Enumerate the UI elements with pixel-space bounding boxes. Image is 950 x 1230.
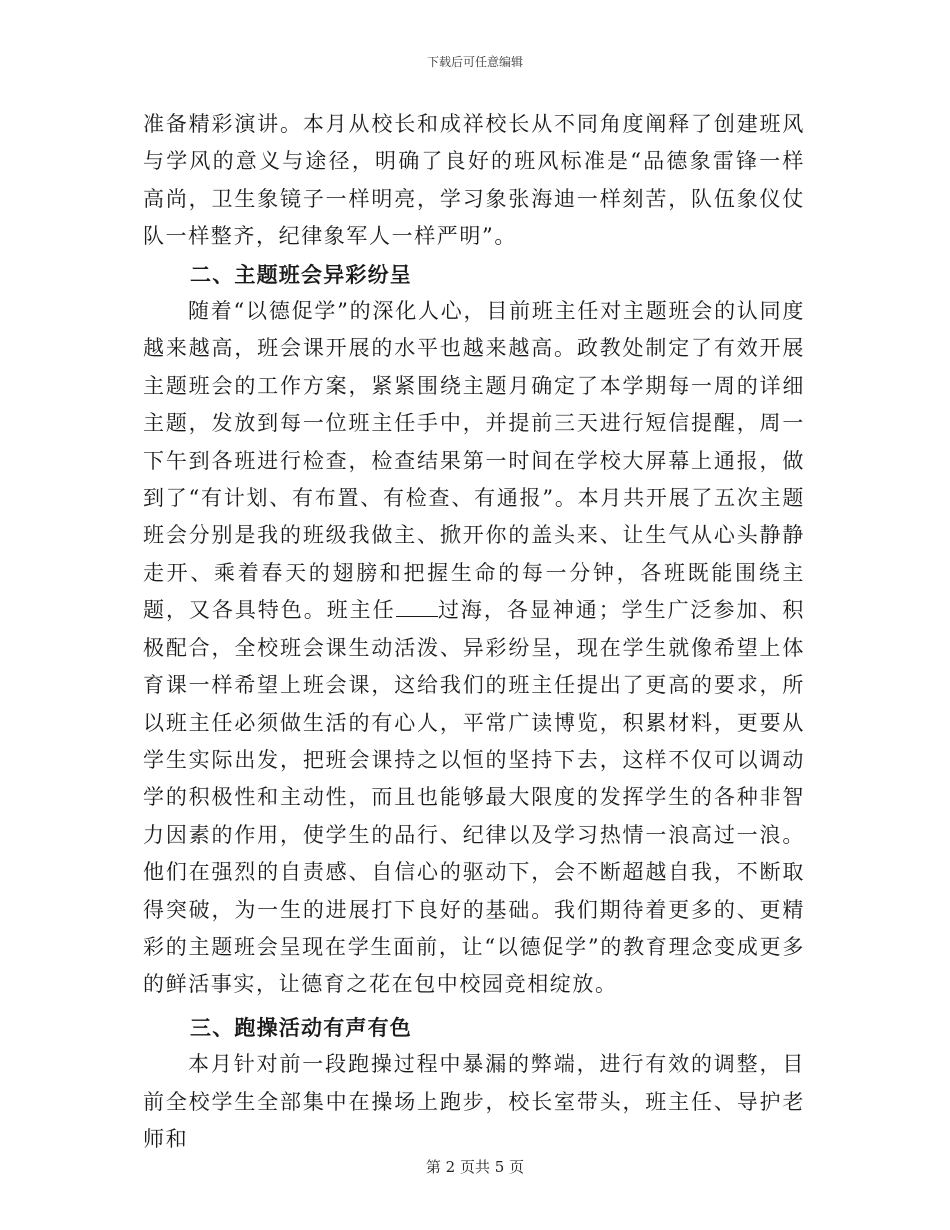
- section-heading-3: 三、跑操活动有声有色: [190, 1014, 412, 1040]
- document-body: [143, 106, 805, 1158]
- paragraph-1: 准备精彩演讲。本月从校长和成祥校长从不同角度阐释了创建班风与学风的意义与途径，明确了良好的班风标准是“品德象雷锋一样高尚，卫生象镜子一样明亮，学习象张海迪一样刻苦，队伍象仪仗队一样整齐，纪律象军人一样严明”。: [143, 112, 805, 249]
- fill-in-blank: [396, 596, 438, 617]
- paragraph-2-part-2: 过海，各显神通；学生广泛参加、积极配合，全校班会课生动活泼、异彩纷呈，现在学生就像希望上体育课一样希望上班会课，这给我们的班主任提出了更高的要求，所以班主任必须做生活的有心人，平常广读博览，积累材料，更要从学生实际出发，把班会课持之以恒的坚持下去，这样不仅可以调动学的积极性和主动性，而且也能够最大限度的发挥学生的各种非智力因素的作用，使学生的品行、纪律以及学习热情一浪高过一浪。他们在强烈的自责感、自信心的驱动下，会不断超越自我，不断取得突破，为一生的进展打下良好的基础。我们期待着更多的、更精彩的主题班会呈现在学生面前，让“以德促学”的教育理念变成更多的鲜活事实，让德育之花在包中校园竞相绽放。: [143, 598, 805, 997]
- paragraph-2-part-1: 随着“以德促学”的深化人心，目前班主任对主题班会的认同度越来越高，班会课开展的水平也越来越高。政教处制定了有效开展主题班会的工作方案，紧紧围绕主题月确定了本学期每一周的详细主题，发放到每一位班主任手中，并提前三天进行短信提醒，周一下午到各班进行检查，检查结果第一时间在学校大屏幕上通报，做到了“有计划、有布置、有检查、有通报”。本月共开展了五次主题班会分别是我的班级我做主、掀开你的盖头来、让生气从心头静静走开、乘着春天的翅膀和把握生命的每一分钟，各班既能围绕主题，又各具特色。班主任: [143, 299, 805, 623]
- paragraph-2: [143, 293, 805, 1004]
- paragraph-3: 本月针对前一段跑操过程中暴漏的弊端，进行有效的调整，目前全校学生全部集中在操场上跑步，校长室带头，班主任、导护老师和: [143, 1052, 805, 1151]
- page-number: 第 2 页共 5 页: [425, 1158, 525, 1176]
- page-header: 下载后可任意编辑: [426, 55, 523, 69]
- section-heading-2: 二、主题班会异彩纷呈: [190, 261, 412, 287]
